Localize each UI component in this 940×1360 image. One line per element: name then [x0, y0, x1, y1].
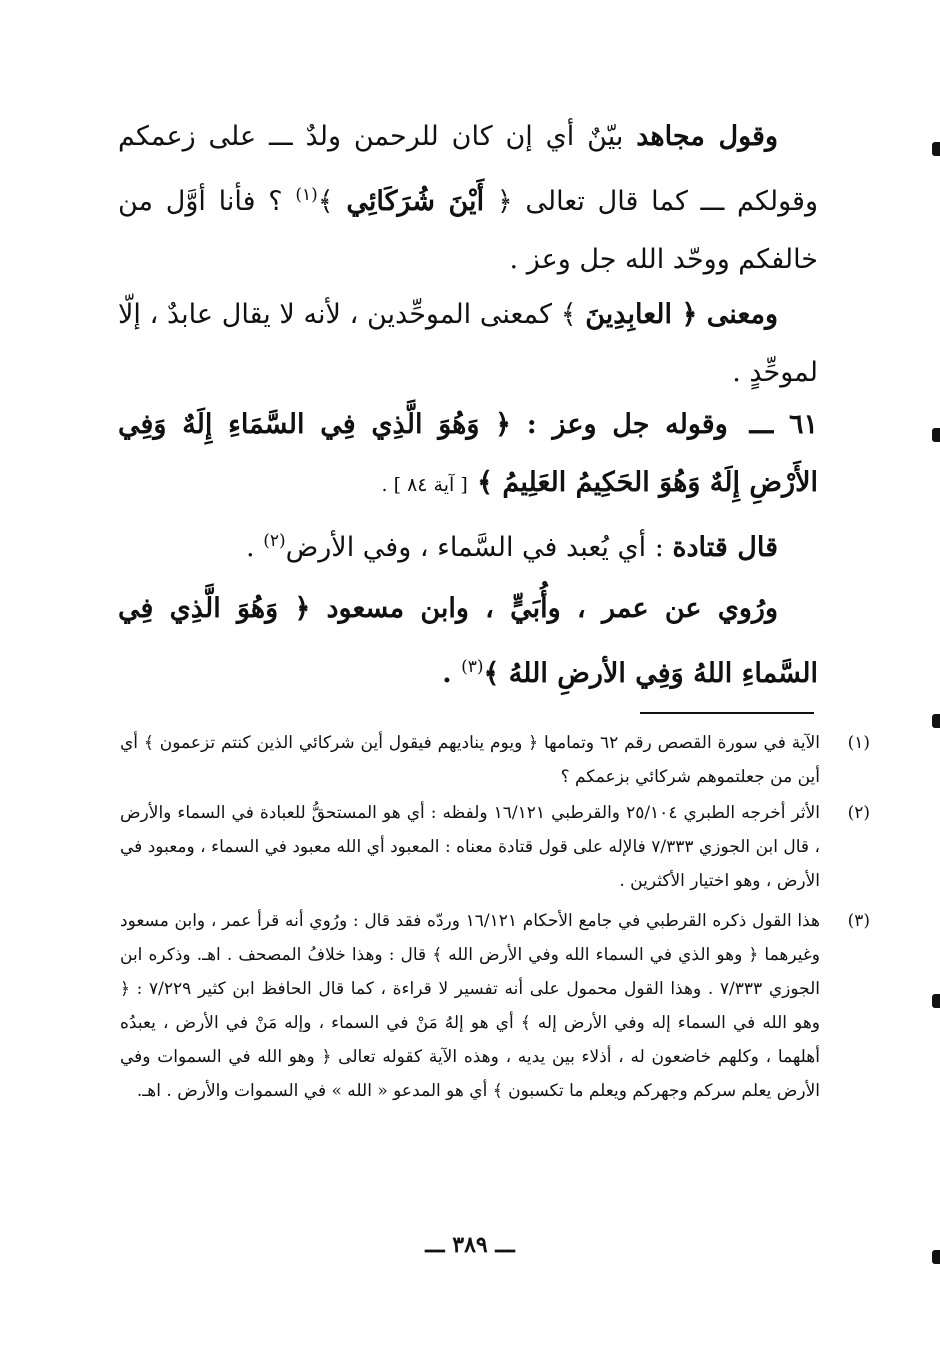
- quran-quote: وَهُوَ الَّذِي فِي السَّمَاءِ إِلَهٌ وَفِي الأَرْضِ إِلَهٌ وَهُوَ الحَكِيمُ العَلِيمُ: [118, 409, 818, 498]
- speaker-name: قال قتادة: [672, 532, 778, 563]
- footnote-reference[interactable]: (١): [295, 185, 318, 205]
- paragraph-text: .: [381, 474, 394, 496]
- footnote-3: [120, 904, 870, 1108]
- paragraph-text: : أي يُعبد في السَّماء ، وفي الأرض: [285, 532, 673, 563]
- footnote-text: هذا القول ذكره القرطبي في جامع الأحكام ١٦/١٢١ وردّه فقد قال : ورُوي أنه قرأ عمر ، وابن مسعود وغيرهما ﴿ وهو الذي في السماء الله وفي الأرض الله ﴾ قال : وهذا خلافُ المصحف . اهـ. وذكره ابن الجوزي ٧/٣٣٣ . وهذا القول محمول على أنه تفسير لا قراءة ، كما قال الحافظ ابن كثير ٧/٢٢٩ : ﴿ وهو الله في السماء إله وفي الأرض إله ﴾ أي هو إلهُ مَنْ في السماء ، وإله مَنْ في الأرض ، يعبدُه أهلهما ، وكلهم خاضعون له ، أذلاء بين يديه ، وهذه الآية كقوله تعالى ﴿ وهو الله في السموات وفي الأرض يعلم سركم وجهركم ويعلم ما تكسبون ﴾ أي هو المدعو « الله » في السموات والأرض . اهـ.: [120, 911, 821, 1101]
- paragraph-text: ﴾: [467, 467, 503, 498]
- paragraph-text: .: [442, 658, 462, 689]
- paragraph-text: ﴾: [483, 658, 509, 689]
- footnote-reference[interactable]: (٣): [461, 657, 484, 677]
- binding-mark: [932, 1250, 940, 1264]
- binding-mark: [932, 994, 940, 1008]
- quran-quote: العابِدِينَ: [585, 299, 672, 330]
- paragraph-qatada: [118, 512, 818, 577]
- paragraph-text: وقوله جل وعز : ﴿: [479, 409, 744, 440]
- footnote-reference[interactable]: (٢): [263, 531, 286, 551]
- paragraph-text: ؟ فأنا أوَّل من خالفكم ووحّد الله جل وعز .: [118, 186, 818, 275]
- verse-reference: [ آية ٨٤ ]: [393, 474, 468, 496]
- verse-commentary-heading: [118, 396, 818, 514]
- footnote-2: [120, 796, 870, 898]
- entry-number: ٦١ ـــ: [749, 409, 818, 440]
- quran-quote: أَيْنَ شُرَكَائِي: [346, 186, 485, 217]
- page-number: ـــ ٣٨٩ ـــ: [425, 1232, 515, 1258]
- binding-mark: [932, 714, 940, 728]
- footnote-number: (١): [847, 733, 870, 753]
- speaker-name: وقول مجاهد: [636, 121, 778, 152]
- paragraph-mujahid: [118, 108, 818, 289]
- paragraph-narration: [118, 580, 818, 703]
- footnote-text: الأثر أخرجه الطبري ٢٥/١٠٤ والقرطبي ١٦/١٢١ ولفظه : أي هو المستحقُّ للعبادة في السماء والأرض ، قال ابن الجوزي ٧/٣٣٣ فالإله على قول قتادة معناه : المعبود أي الله معبود في السماء ، ومعبود في الأرض ، وهو اختيار الأكثرين .: [120, 803, 821, 891]
- binding-mark: [932, 428, 940, 442]
- paragraph-text: .: [246, 532, 264, 563]
- footnote-separator: [640, 712, 814, 714]
- paragraph-text: ورُوي عن عمر ، وأُبَيٍّ ، وابن مسعود ﴿: [278, 593, 778, 624]
- footnote-number: (٣): [847, 911, 870, 931]
- quran-quote: وَهُوَ الَّذِي فِي السَّماءِ اللهُ وَفِي الأرضِ اللهُ: [118, 593, 818, 689]
- paragraph-meaning: [118, 286, 818, 402]
- paragraph-text: ومعنى ﴿: [671, 299, 778, 330]
- footnote-1: [120, 726, 870, 794]
- footnote-text: الآية في سورة القصص رقم ٦٢ وتمامها ﴿ ويوم يناديهم فيقول أين شركائي الذين كنتم تزعمون ﴾ أي أين من جعلتموهم شركائي بزعمكم ؟: [120, 733, 820, 787]
- paragraph-text: ﴾ كمعنى الموحِّدين ، لأنه لا يقال عابدٌ ، إلّا لموحِّدٍ .: [118, 299, 818, 388]
- paragraph-text: ﴾: [317, 186, 347, 217]
- paragraph-text: بيّنٌ أي إن كان للرحمن ولدٌ ـــ على زعمكم وقولكم ـــ كما قال تعالى ﴿: [118, 121, 818, 217]
- binding-mark: [932, 142, 940, 156]
- footnote-number: (٢): [847, 803, 870, 823]
